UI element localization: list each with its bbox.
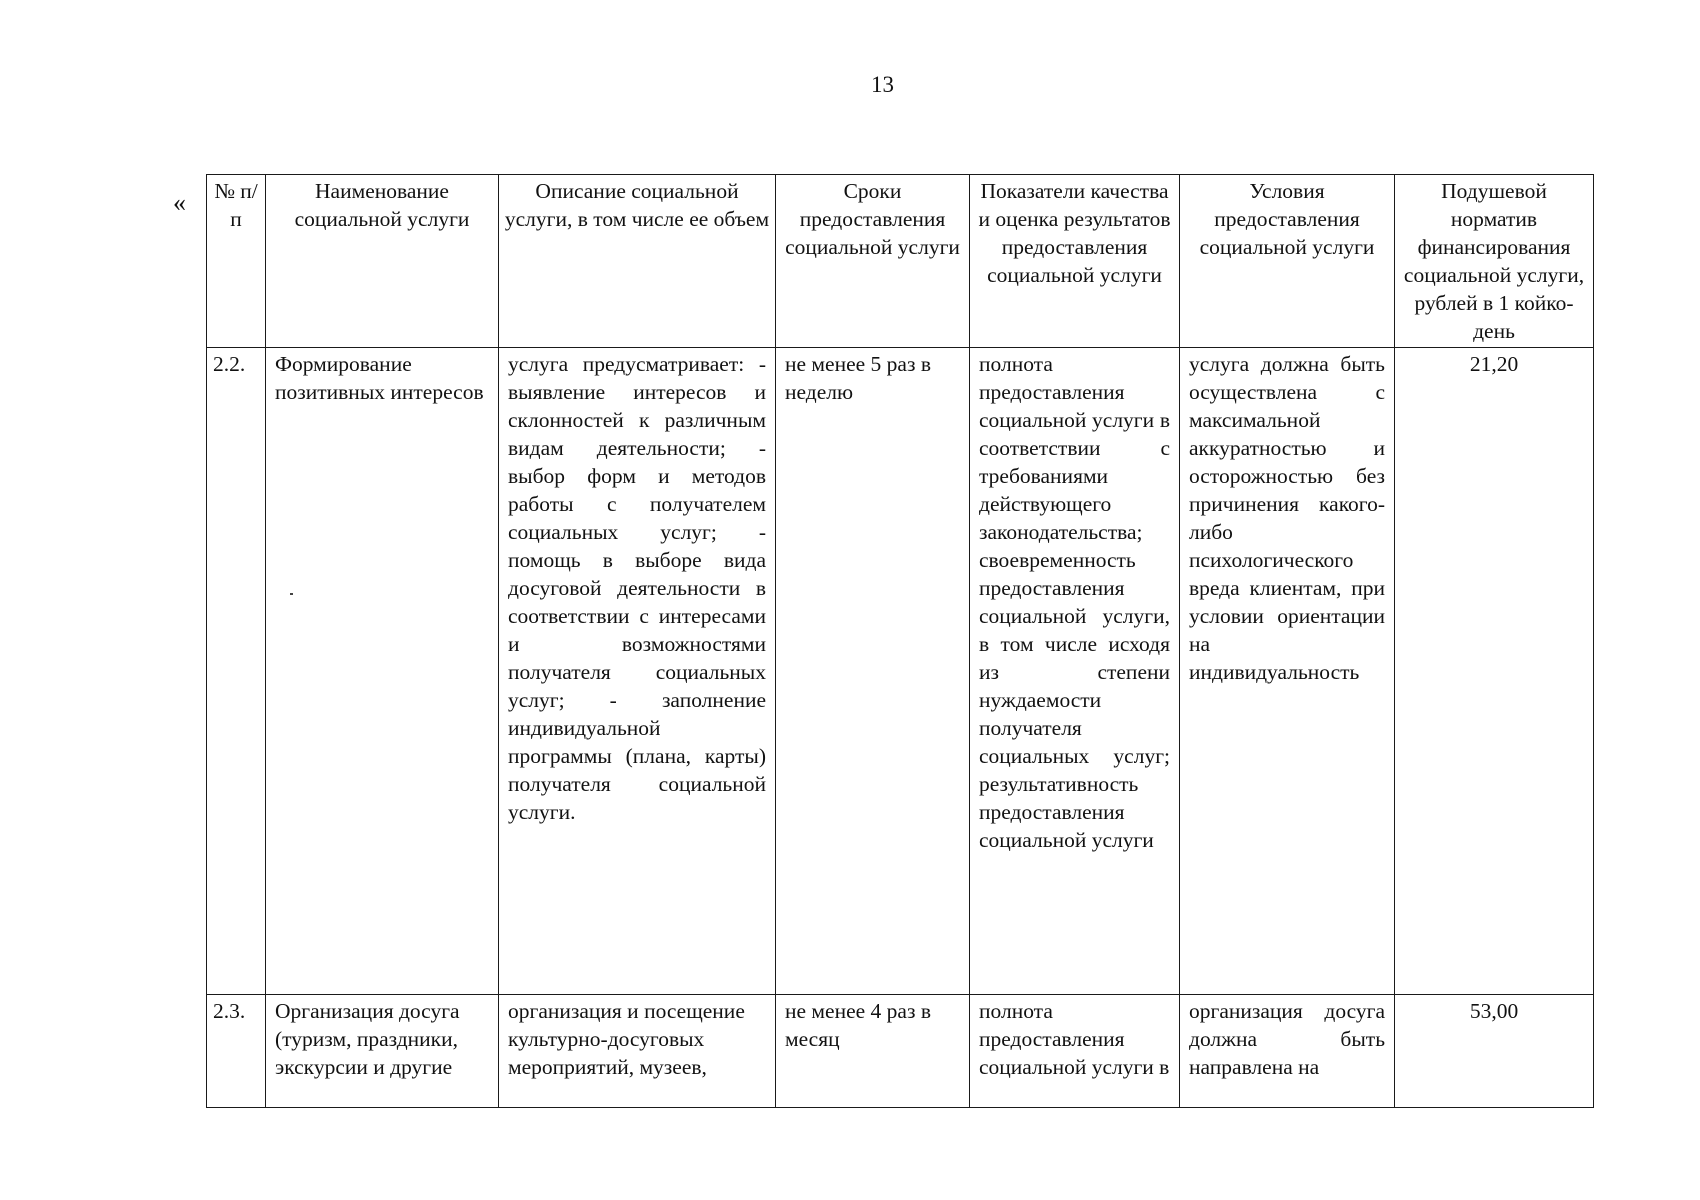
header-terms: Сроки предоставления социальной услуги bbox=[776, 175, 970, 348]
service-name: Формирование позитивных интересов bbox=[266, 348, 499, 995]
header-normative: Подушевой норматив финансирования социальной услуги, рублей в 1 койко-день bbox=[1395, 175, 1594, 348]
scan-speck bbox=[290, 593, 293, 595]
quality-indicators: полнота предоставления социальной услуги в bbox=[970, 995, 1180, 1108]
table-row bbox=[207, 995, 1594, 1108]
service-description: услуга предусматривает: - выявление интересов и склонностей к различным видам деятельности; - выбор форм и методов работы с получателем социальных услуг; - помощь в выборе вида досуговой деятельности в соответствии с интересами и возможностями получателя социальных услуг; - заполнение индивидуальной программы (плана, карты) получателя социальной услуги. bbox=[499, 348, 776, 995]
service-name: Организация досуга (туризм, праздники, экскурсии и другие bbox=[266, 995, 499, 1108]
service-normative: 53,00 bbox=[1395, 995, 1594, 1108]
service-normative: 21,20 bbox=[1395, 348, 1594, 995]
header-service-name: Наименование социальной услуги bbox=[266, 175, 499, 348]
service-conditions: организация досуга должна быть направлена на bbox=[1180, 995, 1395, 1108]
table-row bbox=[207, 348, 1594, 995]
header-description: Описание социальной услуги, в том числе ее объем bbox=[499, 175, 776, 348]
service-terms: не менее 5 раз в неделю bbox=[776, 348, 970, 995]
header-conditions: Условия предоставления социальной услуги bbox=[1180, 175, 1395, 348]
header-number: № п/п bbox=[207, 175, 266, 348]
table-header-row bbox=[207, 175, 1594, 348]
opening-quote-mark: « bbox=[173, 188, 186, 217]
header-quality: Показатели качества и оценка результатов предоставления социальной услуги bbox=[970, 175, 1180, 348]
service-terms: не менее 4 раз в месяц bbox=[776, 995, 970, 1108]
row-number: 2.3. bbox=[207, 995, 266, 1108]
quality-indicators: полнота предоставления социальной услуги в соответствии с требованиями действующего законодательства; своевременность предоставления социальной услуги, в том числе исходя из степени нуждаемости получателя социальных услуг; результативность предоставления социальной услуги bbox=[970, 348, 1180, 995]
service-description: организация и посещение культурно-досуговых мероприятий, музеев, bbox=[499, 995, 776, 1108]
service-conditions: услуга должна быть осуществлена с максимальной аккуратностью и осторожностью без причинения какого-либо психологического вреда клиентам, при условии ориентации на индивидуальность bbox=[1180, 348, 1395, 995]
social-services-table bbox=[206, 174, 1594, 1108]
page-number: 13 bbox=[871, 72, 894, 97]
row-number: 2.2. bbox=[207, 348, 266, 995]
